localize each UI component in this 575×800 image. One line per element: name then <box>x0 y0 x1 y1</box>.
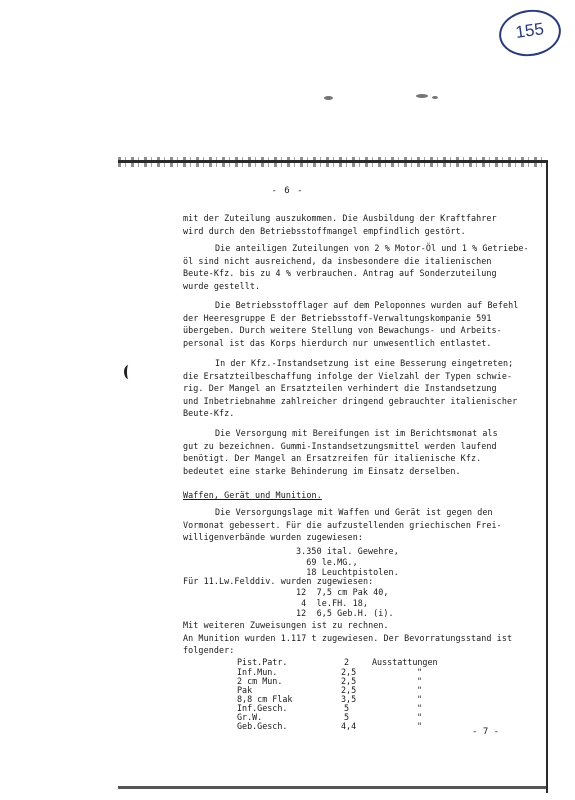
paragraph-4: In der Kfz.-Instandsetzung ist eine Besserung eingetreten; die Ersatzteilbeschaffung infolge der Vielzahl der Typen schwie- rig. Der Mangel an Ersatzteilen verhindert die Instandsetzung und Inbetriebnahme zahlreicher dringend gebrauchter italienischer Beute-Kfz. <box>183 358 518 419</box>
ammo-type: Pak <box>237 685 253 695</box>
ditto-mark: " <box>417 721 423 731</box>
scan-smudge <box>324 96 333 100</box>
page-marker: - 6 - <box>271 186 304 196</box>
ammo-type: 8,8 cm Flak <box>237 694 293 704</box>
ammo-value: 2 <box>344 657 350 667</box>
ditto-mark: " <box>417 712 423 722</box>
ammo-type: 2 cm Mun. <box>237 676 283 686</box>
weapons-list-2: 12 7,5 cm Pak 40, 4 le.FH. 18, 12 6,5 Geb.H. (i). <box>296 587 394 618</box>
ditto-mark: " <box>417 667 423 677</box>
ammo-value: 2,5 <box>341 685 357 695</box>
section-intro: Die Versorgungslage mit Waffen und Gerät ist gegen den Vormonat gebessert. Für die aufzustellenden griechischen Frei- willigenverbände wurden zugewiesen: <box>183 507 502 543</box>
paragraph-2: Die anteiligen Zuteilungen von 2 % Motor-Öl und 1 % Getriebe- öl sind nicht ausreichend, da insbesondere die italienischen Beute-Kfz. bis zu 4 % verbrauchen. Antrag auf Sonderzuteilung wurde gestellt. <box>183 243 529 291</box>
ammo-value: 3,5 <box>341 694 357 704</box>
ammo-type: Pist.Patr. <box>237 657 288 667</box>
ammo-type: Gr.W. <box>237 712 263 722</box>
scan-smudge <box>416 94 428 98</box>
ditto-mark: " <box>417 676 423 686</box>
paragraph-3: Die Betriebsstofflager auf dem Peloponnes wurden auf Befehl der Heeresgruppe E der Betriebsstoff-Verwaltungskompanie 591 übergeben. Durch weitere Stellung von Bewachungs- und Arbeits- personal ist das Korps hierdurch nur unwesentlich entlastet. <box>183 300 519 348</box>
ammo-value: 5 <box>344 712 350 722</box>
ammo-value: 5 <box>344 703 350 713</box>
ammo-value: 2,5 <box>341 667 357 677</box>
ammo-value: 2,5 <box>341 676 357 686</box>
ditto-mark: " <box>417 685 423 695</box>
paragraph-1: mit der Zuteilung auszukommen. Die Ausbildung der Kraftfahrer wird durch den Betriebsstoffmangel empfindlich gestört. <box>183 213 497 236</box>
ammo-type: Inf.Gesch. <box>237 703 288 713</box>
ammo-type: Inf.Mun. <box>237 667 278 677</box>
scan-smudge <box>432 96 438 99</box>
further-assignments: Mit weiteren Zuweisungen ist zu rechnen. An Munition wurden 1.117 t zugewiesen. Der Bevorratungsstand ist folgender: <box>183 620 513 656</box>
archive-page-stamp <box>496 6 564 60</box>
lw-assignment-line: Für 11.Lw.Felddiv. wurden zugewiesen: <box>183 576 374 586</box>
section-heading: Waffen, Gerät und Munition. <box>183 490 322 500</box>
ammo-table-header: Ausstattungen <box>372 657 438 667</box>
paragraph-5: Die Versorgung mit Bereifungen ist im Berichtsmonat als gut zu bezeichnen. Gummi-Instandsetzungsmittel werden laufend benötigt. Der Mangel an Ersatzreifen für italienische Kfz. bedeutet eine starke Behinderung im Einsatz derselben. <box>183 428 498 476</box>
ditto-mark: " <box>417 703 423 713</box>
ditto-mark: " <box>417 694 423 704</box>
ammo-value: 4,4 <box>341 721 357 731</box>
next-page-marker: - 7 - <box>472 727 500 737</box>
sheet-bottom-edge <box>118 786 548 789</box>
ammo-type: Geb.Gesch. <box>237 721 288 731</box>
punch-mark <box>124 365 133 379</box>
archive-page-number: 155 <box>514 19 546 42</box>
weapons-list-1: 3.350 ital. Gewehre, 69 le.MG., 18 Leuchtpistolen. <box>296 546 399 577</box>
